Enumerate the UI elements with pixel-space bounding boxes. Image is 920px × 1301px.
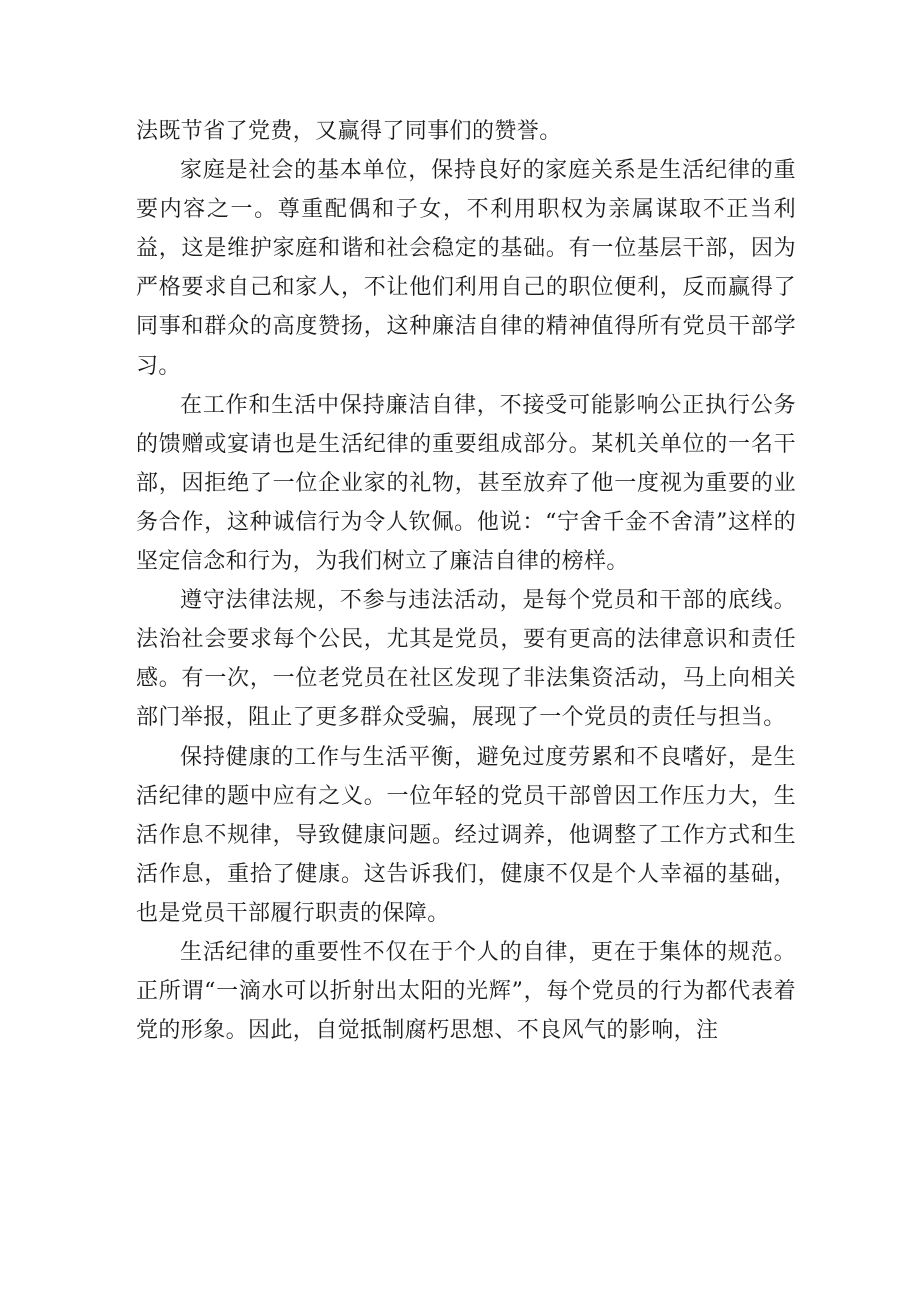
body-text xyxy=(136,112,796,1050)
paragraph-continued: 法既节省了党费，又赢得了同事们的赞誉。 xyxy=(136,119,562,144)
paragraph-family-discipline: 家庭是社会的基本单位，保持良好的家庭关系是生活纪律的重要内容之一。尊重配偶和子女，不利用职权为亲属谋取不正当利益，这是维护家庭和谐和社会稳定的基础。有一位基层干部，因为严格要求自己和家人，不让他们利用自己的职位便利，反而赢得了同事和群众的高度赞扬，这种廉洁自律的精神值得所有党员干部学习。 xyxy=(136,158,796,379)
paragraph-integrity: 在工作和生活中保持廉洁自律，不接受可能影响公正执行公务的馈赠或宴请也是生活纪律的重要组成部分。某机关单位的一名干部，因拒绝了一位企业家的礼物，甚至放弃了他一度视为重要的业务合作，这种诚信行为令人钦佩。他说：“宁舍千金不舍清”这样的坚定信念和行为，为我们树立了廉洁自律的榜样。 xyxy=(136,392,796,575)
paragraph-collective-norms: 生活纪律的重要性不仅在于个人的自律，更在于集体的规范。正所谓“一滴水可以折射出太阳的光辉”，每个党员的行为都代表着党的形象。因此，自觉抵制腐朽思想、不良风气的影响，注 xyxy=(136,939,796,1044)
paragraph-work-life-balance: 保持健康的工作与生活平衡，避免过度劳累和不良嗜好，是生活纪律的题中应有之义。一位年轻的党员干部曾因工作压力大，生活作息不规律，导致健康问题。经过调养，他调整了工作方式和生活作息，重拾了健康。这告诉我们，健康不仅是个人幸福的基础，也是党员干部履行职责的保障。 xyxy=(136,744,796,926)
paragraph-law-abiding: 遵守法律法规，不参与违法活动，是每个党员和干部的底线。法治社会要求每个公民，尤其是党员，要有更高的法律意识和责任感。有一次，一位老党员在社区发现了非法集资活动，马上向相关部门举报，阻止了更多群众受骗，展现了一个党员的责任与担当。 xyxy=(136,588,796,731)
